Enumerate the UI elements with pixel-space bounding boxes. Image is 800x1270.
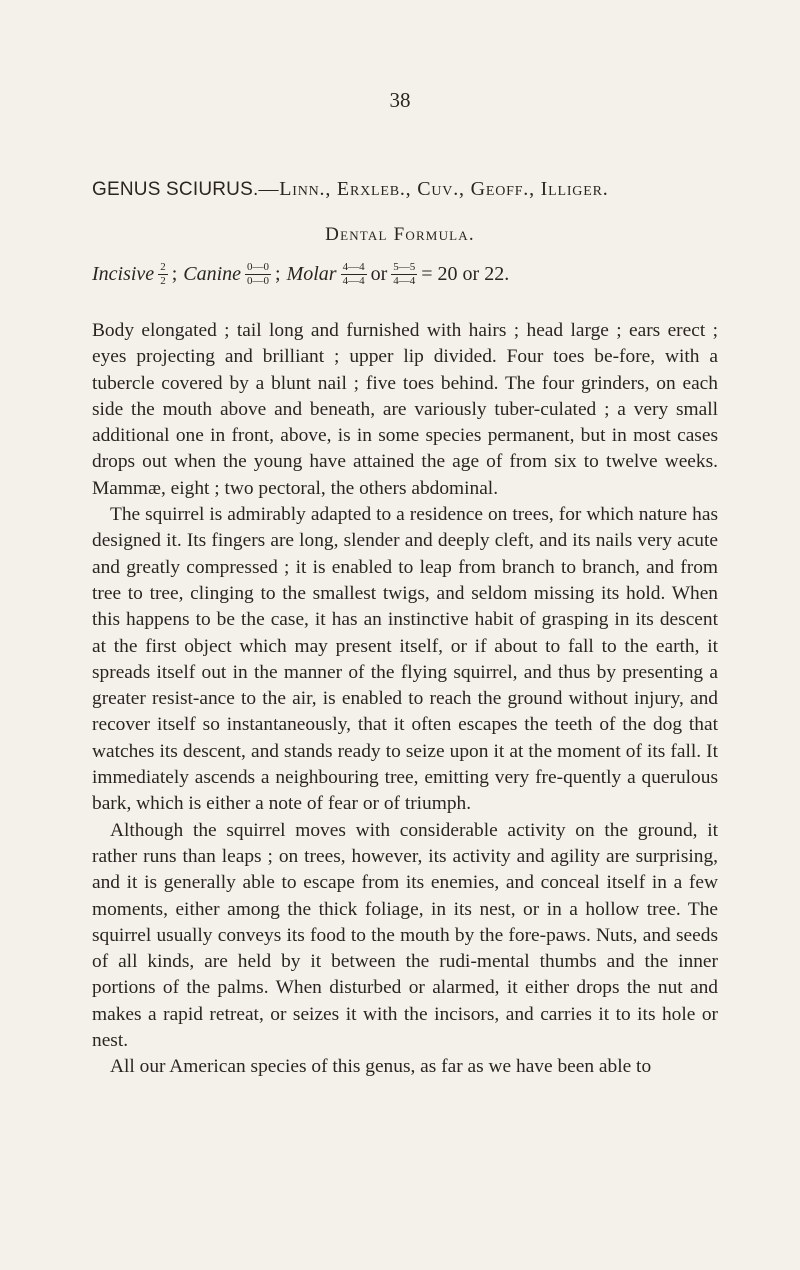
molar-fraction bbox=[341, 262, 367, 287]
canine-label: Canine bbox=[183, 263, 242, 285]
genus-heading bbox=[92, 178, 752, 201]
incisive-label: Incisive bbox=[92, 263, 155, 285]
molar-numerator: 4—4 bbox=[342, 261, 365, 273]
or-word: or bbox=[370, 263, 388, 285]
alt-molar-fraction bbox=[391, 262, 417, 287]
incisive-denominator: 2 bbox=[160, 275, 166, 287]
incisive-numerator: 2 bbox=[160, 261, 166, 273]
body-text bbox=[92, 318, 718, 1081]
page-number: 38 bbox=[389, 88, 411, 112]
molar-label: Molar bbox=[286, 263, 337, 285]
canine-fraction bbox=[245, 262, 271, 287]
canine-denominator: 0—0 bbox=[247, 275, 270, 287]
alt-molar-numerator: 5—5 bbox=[393, 261, 416, 273]
paragraph-1: Body elongated ; tail long and furnished with hairs ; head large ; ears erect ; eyes projecting and brilliant ; upper lip divided. Four toes be-fore, with a tubercle covered by a blunt nail ; five toes behind. The four grinders, on each side the mouth above and beneath, are variously tuber-culated ; a very small additional one in front, above, is in some species permanent, but in most cases drops out when the young have attained the age of from six to twelve weeks. Mammæ, eight ; two pectoral, the others abdominal. bbox=[92, 320, 718, 499]
alt-molar-denominator: 4—4 bbox=[393, 275, 416, 287]
canine-numerator: 0—0 bbox=[247, 261, 270, 273]
molar-denominator: 4—4 bbox=[342, 275, 365, 287]
paragraph-2: The squirrel is admirably adapted to a residence on trees, for which nature has designed it. Its fingers are long, slender and deeply cleft, and its nails very acute and greatly compressed ; it is enabled to leap from branch to branch, and from tree to tree, clinging to the smallest twigs, and seldom missing its hold. When this happens to be the case, it has an instinctive habit of grasping in its descent at the first object which may present itself, or if about to fall to the earth, it spreads itself out in the manner of the flying squirrel, and thus by presenting a greater resist-ance to the air, is enabled to reach the ground without injury, and recover itself so instantaneously, that it often escapes the teeth of the dog that watches its descent, and stands ready to seize upon it at the moment of its fall. It immediately ascends a neighbouring tree, emitting very fre-quently a querulous bark, which is either a note of fear or of triumph. bbox=[92, 504, 718, 815]
incisive-fraction bbox=[158, 262, 168, 287]
genus-authorities: —Linn., Erxleb., Cuv., Geoff., Illiger. bbox=[258, 178, 609, 200]
paragraph-4: All our American species of this genus, as far as we have been able to bbox=[110, 1056, 652, 1078]
formula-result: = 20 or 22. bbox=[421, 263, 510, 285]
genus-name: GENUS SCIURUS. bbox=[92, 179, 259, 200]
dental-formula-heading: Dental Formula. bbox=[325, 224, 475, 245]
dental-formula: Incisive $\frac{2}{2}$ ; Canine $\frac{0—0}{0—0}$ ; Molar $\frac{4—4}{4—4}$ or $\frac{5—5}{4—4}$ = 20 or 22. bbox=[92, 261, 510, 287]
paragraph-3: Although the squirrel moves with considerable activity on the ground, it rather runs than leaps ; on trees, however, its activity and agility are surprising, and it is generally able to escape from its enemies, and conceal itself in a few moments, either among the thick foliage, in its nest, or in a hollow tree. The squirrel usually conveys its food to the mouth by the fore-paws. Nuts, and seeds of all kinds, are held by it between the rudi-mental thumbs and the inner portions of the palms. When disturbed or alarmed, it either drops the nut and makes a rapid retreat, or seizes it with the incisors, and carries it to its hole or nest. bbox=[92, 819, 718, 1052]
